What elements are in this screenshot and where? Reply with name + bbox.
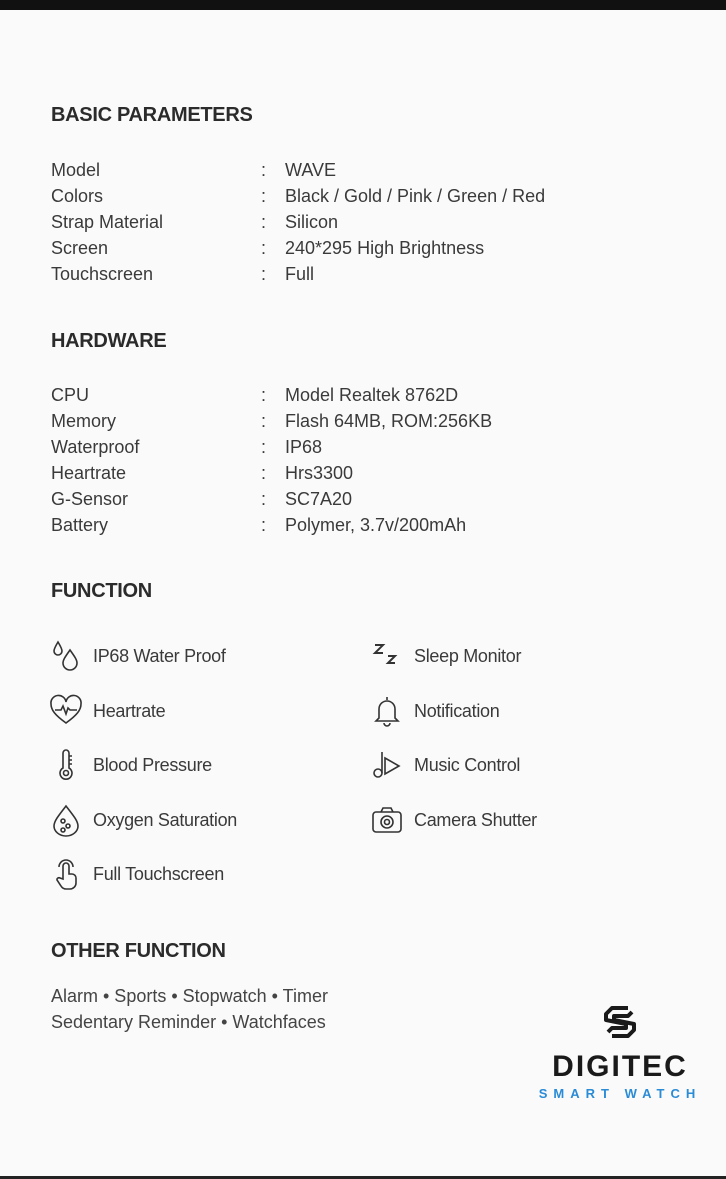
hardware-list bbox=[51, 382, 671, 538]
heart-pulse-icon bbox=[48, 693, 84, 729]
spec-value: WAVE bbox=[285, 159, 337, 180]
spec-separator: : bbox=[261, 436, 267, 457]
spec-row-model bbox=[51, 157, 671, 183]
function-label: Oxygen Saturation bbox=[93, 809, 237, 830]
spec-value: Hrs3300 bbox=[285, 462, 354, 483]
function-full-touchscreen bbox=[48, 856, 224, 892]
spec-row-memory bbox=[51, 408, 671, 434]
spec-value: SC7A20 bbox=[285, 488, 353, 509]
other-function-list bbox=[51, 983, 328, 1035]
spec-label: CPU bbox=[51, 384, 90, 405]
spec-label: Heartrate bbox=[51, 462, 127, 483]
touch-finger-icon bbox=[48, 856, 84, 892]
function-label: Full Touchscreen bbox=[93, 863, 224, 884]
music-note-icon bbox=[369, 747, 405, 783]
spec-label: Battery bbox=[51, 514, 109, 535]
basic-parameters-heading: BASIC PARAMETERS bbox=[51, 104, 253, 126]
hardware-heading: HARDWARE bbox=[51, 330, 167, 352]
function-blood-pressure bbox=[48, 747, 212, 783]
spec-label: Memory bbox=[51, 410, 117, 431]
spec-value: Flash 64MB, ROM:256KB bbox=[285, 410, 493, 431]
function-notification bbox=[369, 693, 499, 729]
digitec-logo bbox=[520, 1002, 720, 1101]
camera-icon bbox=[369, 802, 405, 838]
spec-value: Polymer, 3.7v/200mAh bbox=[285, 514, 467, 535]
spec-separator: : bbox=[261, 410, 267, 431]
function-label: IP68 Water Proof bbox=[93, 645, 226, 666]
spec-row-g-sensor bbox=[51, 486, 671, 512]
spec-label: G-Sensor bbox=[51, 488, 129, 509]
spec-label: Screen bbox=[51, 237, 109, 258]
spec-row-screen bbox=[51, 235, 671, 261]
sleep-zz-icon bbox=[369, 638, 405, 674]
function-label: Camera Shutter bbox=[414, 809, 537, 830]
spec-row-heartrate bbox=[51, 460, 671, 486]
function-sleep-monitor bbox=[369, 638, 521, 674]
spec-row-strap-material bbox=[51, 209, 671, 235]
spec-separator: : bbox=[261, 159, 267, 180]
function-heartrate bbox=[48, 693, 165, 729]
spec-row-battery bbox=[51, 512, 671, 538]
spec-row-touchscreen bbox=[51, 261, 671, 287]
spec-separator: : bbox=[261, 514, 267, 535]
spec-separator: : bbox=[261, 263, 267, 284]
spec-separator: : bbox=[261, 488, 267, 509]
spec-label: Model bbox=[51, 159, 101, 180]
function-label: Heartrate bbox=[93, 700, 166, 721]
function-music-control bbox=[369, 747, 520, 783]
function-heading: FUNCTION bbox=[51, 580, 152, 602]
digitec-s-logo-icon bbox=[600, 1002, 640, 1042]
other-function-line-1: Alarm • Sports • Stopwatch • Timer bbox=[51, 986, 328, 1006]
spec-value: Model Realtek 8762D bbox=[285, 384, 459, 405]
function-label: Blood Pressure bbox=[93, 754, 212, 775]
function-label: Music Control bbox=[414, 754, 521, 775]
function-label: Notification bbox=[414, 700, 500, 721]
brand-tagline: SMART WATCH bbox=[538, 1086, 702, 1101]
function-label: Sleep Monitor bbox=[414, 645, 522, 666]
top-bar bbox=[0, 0, 726, 10]
oxygen-drop-icon bbox=[48, 802, 84, 838]
function-camera-shutter bbox=[369, 802, 537, 838]
water-drops-icon bbox=[48, 638, 84, 674]
spec-separator: : bbox=[261, 462, 267, 483]
spec-separator: : bbox=[261, 211, 267, 232]
spec-value: Black / Gold / Pink / Green / Red bbox=[285, 185, 546, 206]
function-water-proof bbox=[48, 638, 226, 674]
spec-row-colors bbox=[51, 183, 671, 209]
spec-label: Strap Material bbox=[51, 211, 164, 232]
spec-value: IP68 bbox=[285, 436, 323, 457]
spec-separator: : bbox=[261, 237, 267, 258]
spec-separator: : bbox=[261, 185, 267, 206]
spec-row-waterproof bbox=[51, 434, 671, 460]
other-function-heading: OTHER FUNCTION bbox=[51, 940, 226, 962]
spec-label: Touchscreen bbox=[51, 263, 154, 284]
function-oxygen-saturation bbox=[48, 802, 237, 838]
basic-parameters-list bbox=[51, 157, 671, 287]
spec-label: Colors bbox=[51, 185, 104, 206]
spec-label: Waterproof bbox=[51, 436, 140, 457]
spec-row-cpu bbox=[51, 382, 671, 408]
spec-separator: : bbox=[261, 384, 267, 405]
spec-value: Silicon bbox=[285, 211, 339, 232]
thermometer-icon bbox=[48, 747, 84, 783]
spec-value: 240*295 High Brightness bbox=[285, 237, 485, 258]
brand-name: DIGITEC bbox=[552, 1050, 688, 1083]
other-function-line-2: Sedentary Reminder • Watchfaces bbox=[51, 1012, 326, 1032]
bell-icon bbox=[369, 693, 405, 729]
spec-value: Full bbox=[285, 263, 315, 284]
